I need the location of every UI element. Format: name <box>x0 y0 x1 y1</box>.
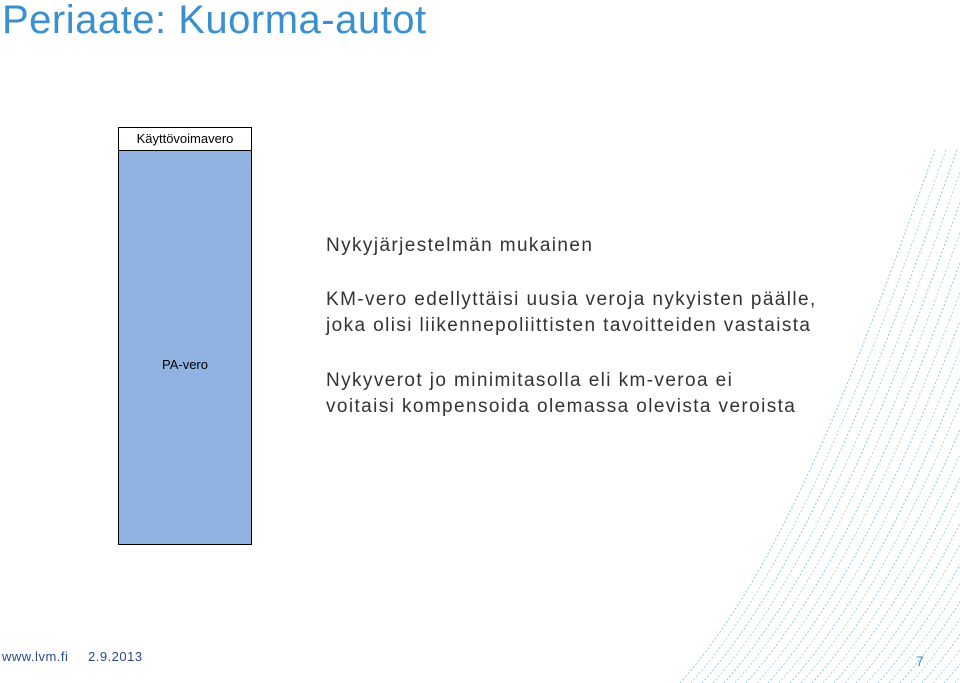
footer-date: 2.9.2013 <box>88 649 143 664</box>
stack-main-label: PA-vero <box>162 357 208 372</box>
decorative-line <box>944 150 960 683</box>
stack-top-box: Käyttövoimavero <box>118 127 252 150</box>
stack-main-box <box>118 150 252 545</box>
decorative-line <box>878 150 960 683</box>
paragraph-2 <box>326 287 817 339</box>
page-number: 7 <box>916 653 924 669</box>
decorative-line <box>911 150 960 683</box>
paragraph-line: voitaisi kompensoida olemassa olevista veroista <box>326 396 797 417</box>
tax-stack-diagram <box>118 127 252 545</box>
decorative-line <box>790 150 960 683</box>
decorative-line <box>933 150 960 683</box>
decorative-line <box>768 150 960 683</box>
decorative-line <box>812 150 960 683</box>
paragraph-line: Nykyjärjestelmän mukainen <box>326 235 594 256</box>
paragraph-line: joka olisi liikennepoliittisten tavoitteiden vastaista <box>326 315 812 336</box>
slide-title: Periaate: Kuorma-autot <box>2 0 427 42</box>
decorative-line <box>845 150 960 683</box>
paragraph-line: KM-vero edellyttäisi uusia veroja nykyisten päälle, <box>326 289 817 310</box>
decorative-line <box>856 150 960 683</box>
decorative-line <box>834 150 960 683</box>
decorative-line <box>801 150 960 683</box>
decorative-line <box>955 150 960 683</box>
decorative-line <box>779 150 960 683</box>
decorative-line <box>867 150 960 683</box>
paragraph-1 <box>326 233 593 259</box>
paragraph-line: Nykyverot jo minimitasolla eli km-veroa ei <box>326 370 734 391</box>
paragraph-3 <box>326 368 796 420</box>
footer-url[interactable]: www.lvm.fi <box>2 649 69 664</box>
decorative-line <box>900 150 960 683</box>
